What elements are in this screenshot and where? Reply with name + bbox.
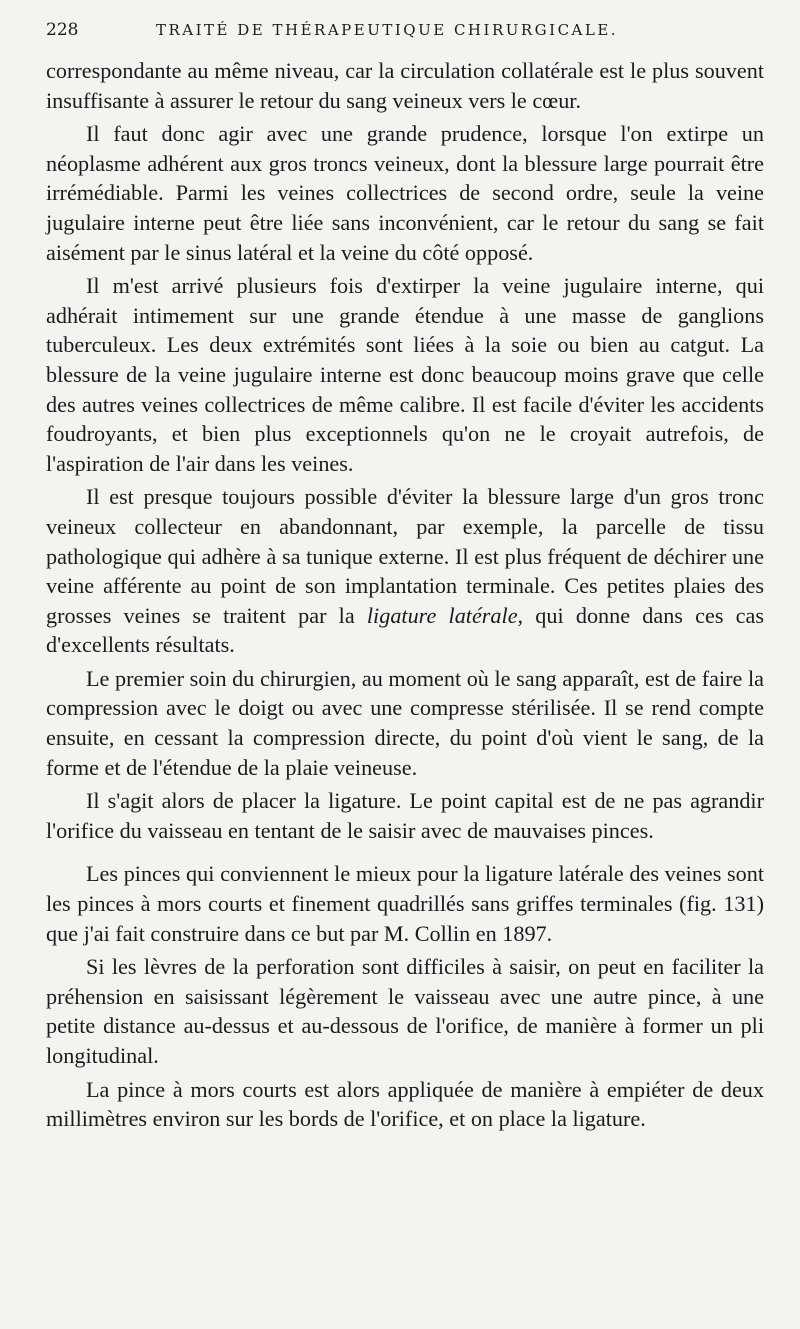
italic-term: ligature latérale, [366,602,524,628]
running-head [46,20,764,56]
paragraph-text: Il est presque toujours possible d'éviter la blessure large d'un gros tronc veineux collecteur en abandonnant, par exemple, la parcelle de tissu pathologique qui adhère à sa tunique externe. Il est plus fréquent de déchirer une veine afférente au point de son implantation terminale. Ces petites plaies des grosses veines se traitent par la [46,484,764,628]
paragraph: La pince à mors courts est alors appliquée de manière à empiéter de deux millimètres environ sur les bords de l'orifice, et on place la ligature. [46,1076,764,1132]
paragraph: Il s'agit alors de placer la ligature. Le point capital est de ne pas agrandir l'orifice du vaisseau en tentant de le saisir avec de mauvaises pinces. [46,788,764,843]
body-text [46,56,764,1134]
paragraph: Il faut donc agir avec une grande prudence, lorsque l'on extirpe un néoplasme adhérent aux gros troncs veineux, dont la blessure large pourrait être irrémédiable. Parmi les veines collectrices de second ordre, seule la veine jugulaire interne peut être liée sans inconvénient, car le retour du sang se fait aisément par le sinus latéral et la veine du côté opposé. [46,121,764,265]
page-number: 228 [46,20,79,40]
paragraph: Le premier soin du chirurgien, au moment où le sang apparaît, est de faire la compression avec le doigt ou avec une compresse stérilisée. Il se rend compte ensuite, en cessant la compression directe, du point d'où vient le sang, de la forme et de l'étendue de la plaie veineuse. [46,665,764,780]
paragraph [46,482,764,660]
paragraph: Il m'est arrivé plusieurs fois d'extirper la veine jugulaire interne, qui adhérait intimement sur une grande étendue à une masse de ganglions tuberculeux. Les deux extrémités sont liées à la soie ou bien au catgut. La blessure de la veine jugulaire interne est donc beaucoup moins grave que celle des autres veines collectrices de même calibre. Il est facile d'éviter les accidents foudroyants, et bien plus exceptionnels qu'on ne le croyait autrefois, de l'aspiration de l'air dans les veines. [46,273,764,476]
paragraph: Si les lèvres de la perforation sont difficiles à saisir, on peut en faciliter la préhension en saisissant légèrement le vaisseau avec une autre pince, à une petite distance au-dessus et au-dessous de l'orifice, de manière à former un pli longitudinal. [46,954,764,1068]
paragraph-continuation: correspondante au même niveau, car la circulation collatérale est le plus souvent insuffisante à assurer le retour du sang veineux vers le cœur. [46,58,764,113]
paragraph-text: qui donne dans ces cas d'excellents résultats. [46,602,765,658]
paragraph: Les pinces qui conviennent le mieux pour la ligature latérale des veines sont les pinces à mors courts et finement quadrillés sans griffes terminales (fig. 131) que j'ai fait construire dans ce but par M. Collin en 1897. [46,861,764,946]
running-title: TRAITÉ DE THÉRAPEUTIQUE CHIRURGICALE. [156,21,619,39]
